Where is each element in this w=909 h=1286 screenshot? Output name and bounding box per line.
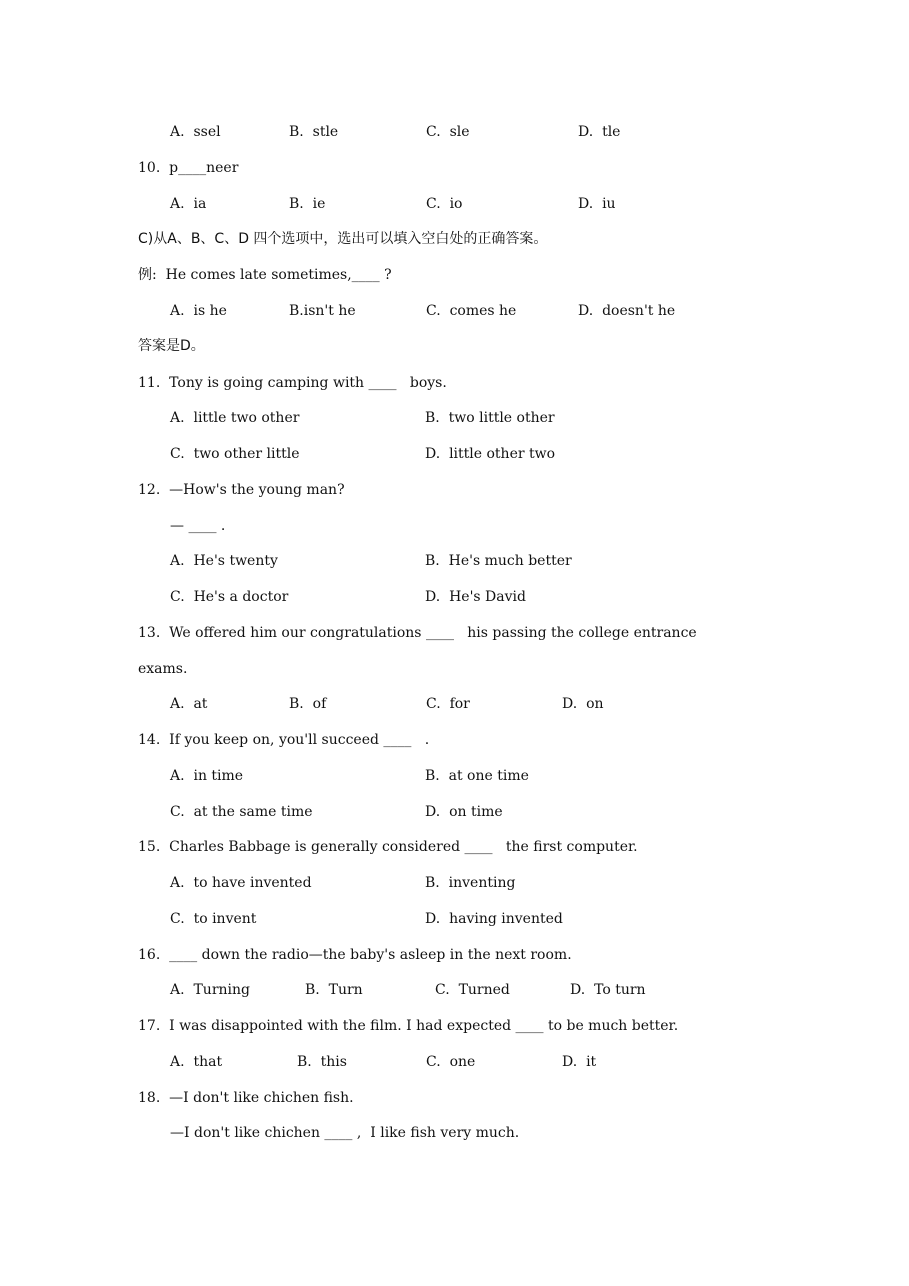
q13-option-b: B. of — [289, 696, 327, 712]
q10-option-d: D. iu — [578, 196, 616, 212]
q14-option-d: D. on time — [425, 804, 503, 820]
q11-option-a: A. little two other — [170, 410, 300, 426]
q13-stem: 13. We offered him our congratulations ____ his passing the college entrance — [138, 625, 697, 641]
q11-option-b: B. two little other — [425, 410, 555, 426]
q17-option-d: D. it — [562, 1054, 597, 1070]
q10-stem: 10. p____neer — [138, 160, 239, 176]
q13-option-a: A. at — [170, 696, 208, 712]
example-option-b: B.isn't he — [289, 303, 356, 319]
q18-stem: 18. —I don't like chichen fish. — [138, 1090, 354, 1106]
q14-option-c: C. at the same time — [170, 804, 313, 820]
q10-option-c: C. io — [426, 196, 463, 212]
q14-option-b: B. at one time — [425, 768, 529, 784]
q12-stem-reply: — ____ . — [170, 518, 226, 534]
q15-stem: 15. Charles Babbage is generally considered ____ the first computer. — [138, 839, 638, 855]
q11-option-d: D. little other two — [425, 446, 556, 462]
q9-option-a: A. ssel — [170, 124, 221, 140]
q15-option-a: A. to have invented — [170, 875, 312, 891]
q9-option-b: B. stle — [289, 124, 339, 140]
example-stem: 例: He comes late sometimes,____ ? — [138, 267, 392, 283]
q15-option-c: C. to invent — [170, 911, 257, 927]
q9-option-d: D. tle — [578, 124, 621, 140]
q12-option-a: A. He's twenty — [170, 553, 278, 569]
example-option-d: D. doesn't he — [578, 303, 676, 319]
q16-option-a: A. Turning — [170, 982, 250, 998]
q13-option-c: C. for — [426, 696, 470, 712]
q15-option-b: B. inventing — [425, 875, 516, 891]
example-answer: 答案是D。 — [138, 338, 205, 354]
q10-option-a: A. ia — [170, 196, 207, 212]
q16-option-d: D. To turn — [570, 982, 646, 998]
q12-option-d: D. He's David — [425, 589, 526, 605]
example-option-a: A. is he — [170, 303, 227, 319]
q15-option-d: D. having invented — [425, 911, 563, 927]
q11-option-c: C. two other little — [170, 446, 300, 462]
q9-option-c: C. sle — [426, 124, 470, 140]
example-option-c: C. comes he — [426, 303, 517, 319]
q16-stem: 16. ____ down the radio—the baby's asleep in the next room. — [138, 947, 572, 963]
q12-option-c: C. He's a doctor — [170, 589, 289, 605]
q16-option-c: C. Turned — [435, 982, 510, 998]
q14-option-a: A. in time — [170, 768, 244, 784]
q18-stem-reply: —I don't like chichen ____ , I like fish very much. — [170, 1125, 520, 1141]
q12-stem: 12. —How's the young man? — [138, 482, 345, 498]
q10-option-b: B. ie — [289, 196, 326, 212]
q13-stem-cont: exams. — [138, 661, 188, 677]
q13-option-d: D. on — [562, 696, 604, 712]
q16-option-b: B. Turn — [305, 982, 363, 998]
q11-stem: 11. Tony is going camping with ____ boys. — [138, 375, 447, 391]
q12-option-b: B. He's much better — [425, 553, 572, 569]
q14-stem: 14. If you keep on, you'll succeed ____ . — [138, 732, 430, 748]
q17-option-a: A. that — [170, 1054, 223, 1070]
section-c-instruction: C)从A、B、C、D 四个选项中，选出可以填入空白处的正确答案。 — [138, 231, 548, 247]
q17-stem: 17. I was disappointed with the film. I had expected ____ to be much better. — [138, 1018, 679, 1034]
q17-option-b: B. this — [297, 1054, 347, 1070]
q17-option-c: C. one — [426, 1054, 476, 1070]
